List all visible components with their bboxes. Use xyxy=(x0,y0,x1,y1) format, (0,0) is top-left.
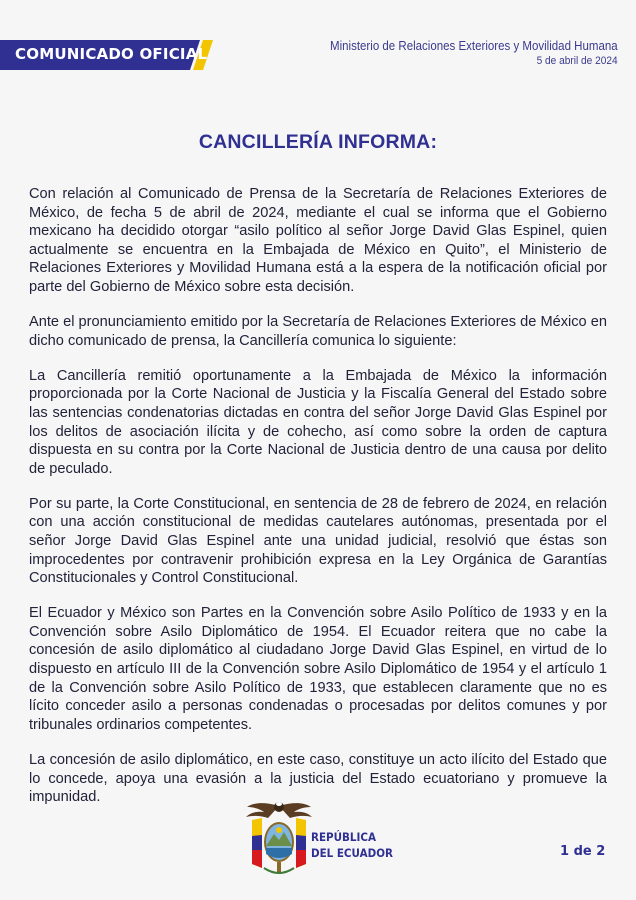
document-body xyxy=(29,185,607,823)
country-label-line1: REPÚBLICA xyxy=(311,830,376,844)
ministry-header xyxy=(305,39,618,69)
paragraph: Ante el pronunciamiento emitido por la Secretaría de Relaciones Exteriores de México en dicho comunicado de prensa, la Cancillería comunica lo siguiente: xyxy=(29,314,607,349)
page-title: CANCILLERÍA INFORMA: xyxy=(198,131,438,153)
badge-label: COMUNICADO OFICIAL xyxy=(15,45,208,63)
paragraph: La Cancillería remitió oportunamente a la Embajada de México la información proporcionada por la Corte Nacional de Justicia y la Fiscalía General del Estado sobre las sentencias condenatorias dictadas en contra del señor Jorge David Glas Espinel por los delitos de asociación ilícita y de cohecho, así como sobre la orden de captura dispuesta en su contra por la Corte Nacional de Justicia dentro de una causa por delito de peculado. xyxy=(29,367,607,477)
comunicado-oficial-badge xyxy=(0,40,213,70)
country-label-line2: DEL ECUADOR xyxy=(311,846,393,860)
paragraph: La concesión de asilo diplomático, en este caso, constituye un acto ilícito del Estado que lo concede, apoya una evasión a la justicia del Estado ecuatoriano y promueve la impunidad. xyxy=(29,751,607,806)
ecuador-coat-of-arms-icon xyxy=(244,798,314,880)
ministry-name: Ministerio de Relaciones Exteriores y Movilidad Humana xyxy=(330,39,618,53)
document-date: 5 de abril de 2024 xyxy=(536,55,618,67)
paragraph: El Ecuador y México son Partes en la Convención sobre Asilo Político de 1933 y en la Convención sobre Asilo Diplomático de 1954. El Ecuador reitera que no cabe la concesión de asilo diplomático al ciudadano Jorge David Glas Espinel, en virtud de lo dispuesto en artículo III de la Convención sobre Asilo Diplomático de 1954 y el artículo 1 de la Convención sobre Asilo Político de 1933, que establecen claramente que no es lícito conceder asilo a personas condenadas o procesadas por delitos comunes y por tribunales ordinarios competentes. xyxy=(29,605,607,733)
paragraph: Por su parte, la Corte Constitucional, en sentencia de 28 de febrero de 2024, en relación con una acción constitucional de medidas cautelares autónomas, presentada por el señor Jorge David Glas Espinel ante una unidad judicial, resolvió que éstas son improcedentes por contravenir prohibición expresa en la Ley Orgánica de Garantías Constitucionales y Control Constitucional. xyxy=(29,495,607,587)
country-label xyxy=(311,829,393,861)
page-number: 1 de 2 xyxy=(560,844,606,859)
paragraph: Con relación al Comunicado de Prensa de la Secretaría de Relaciones Exteriores de México, de fecha 5 de abril de 2024, mediante el cual se informa que el Gobierno mexicano ha decidido otorgar “asilo político al señor Jorge David Glas Espinel, quien actualmente se encuentra en la Embajada de México en Quito”, el Ministerio de Relaciones Exteriores y Movilidad Humana está a la espera de la notificación oficial por parte del Gobierno de México sobre esta decisión. xyxy=(29,186,607,295)
